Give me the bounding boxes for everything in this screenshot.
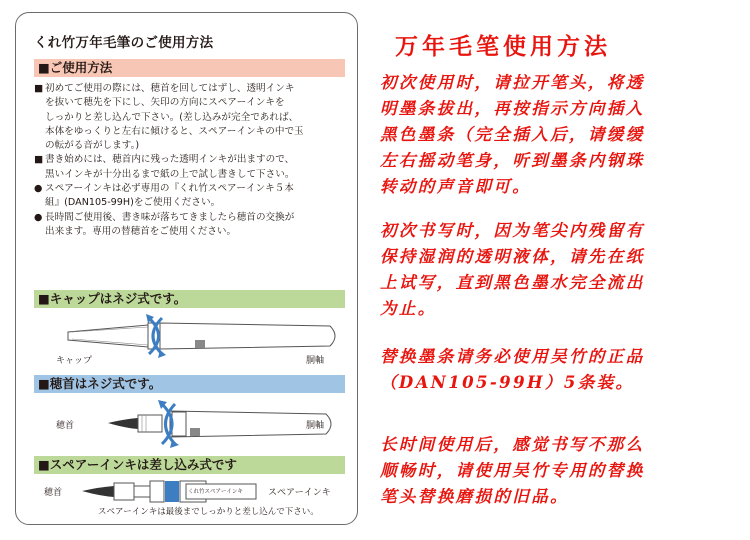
tip-label: 穂首 [56, 421, 75, 431]
chinese-paragraph-1: 初次使用时，请拉开笔头，将透 明墨条拔出，再按指示方向插入 黑色墨条（完全插入后，请缓缓 左右摇动笔身，听到墨条内钢珠 转动的声音即可。 [380, 73, 645, 196]
bullet-marker: ● [34, 183, 43, 195]
instruction-card [15, 12, 358, 525]
cartridge-text: くれ竹スペアーインキ [188, 489, 243, 495]
card-title: くれ竹万年毛筆のご使用方法 [34, 35, 214, 51]
spare-ink-label: スペアーインキ [268, 488, 331, 498]
bullet-marker: ■ [34, 83, 44, 94]
spare-tip-label: 穂首 [44, 488, 63, 498]
instruction-list [34, 82, 354, 239]
brush-tip-icon [82, 486, 114, 497]
tip-diagram [30, 398, 350, 450]
brush-tip-icon [108, 418, 138, 429]
instruction-item: ● 長時間ご使用後、書き味が落ちてきましたら穂首の交換が 出来ます。専用の替穂首をご使用ください。 [34, 211, 295, 237]
chinese-paragraph-3: 替换墨条请务必使用吴竹的正品 （DAN105-99H）5条装。 [380, 347, 645, 392]
spare-note: スペアーインキは最後までしっかりと差し込んで下さい。 [98, 507, 319, 517]
instruction-item: ■ 書き始めには、穂首内に残った透明インキが出ますので、 黒いインキが十分出るまで紙の上で試し書きして下さい。 [34, 154, 295, 180]
chinese-paragraph-4: 长时间使用后，感觉书写不那么 顺畅时，请使用吴竹专用的替换 笔头替换磨损的旧品。 [380, 435, 645, 506]
chinese-title: 万年毛笔使用方法 [395, 33, 611, 60]
chinese-paragraph-2: 初次书写时，因为笔尖内残留有 保持湿润的透明液体，请先在纸 上试写，直到黑色墨水完全流出 为止。 [380, 221, 645, 318]
insert-arrow-icon [165, 481, 179, 502]
usage-section-header: ■ご使用方法 [34, 59, 345, 77]
cap-section-header: ■キャップはネジ式です。 [34, 290, 345, 308]
body-label: 胴軸 [306, 421, 325, 431]
bullet-marker: ● [34, 211, 43, 223]
tip-section-header: ■穂首はネジ式です。 [34, 375, 345, 393]
spare-section-header: ■スペアーインキは差し込み式です [34, 456, 345, 474]
instruction-item: ● スペアーインキは必ず専用の『くれ竹スペアーインキ５本 組』(DAN105-99H)をご使用ください。 [34, 183, 294, 209]
bullet-marker: ■ [34, 154, 44, 166]
instruction-item: ■ 初めてご使用の際には、穂首を回してはずし、透明インキ を抜いて穂先を下にし、矢印の方向にスペアーインキを しっかりと差し込んで下さい。(差し込みが完全であれば、 本体をゆっくりと左右に傾けると、スペアーインキの中で玉 の転がる音がします。) [34, 83, 304, 152]
cap-label: キャップ [56, 356, 93, 366]
body-label: 胴軸 [306, 356, 325, 366]
